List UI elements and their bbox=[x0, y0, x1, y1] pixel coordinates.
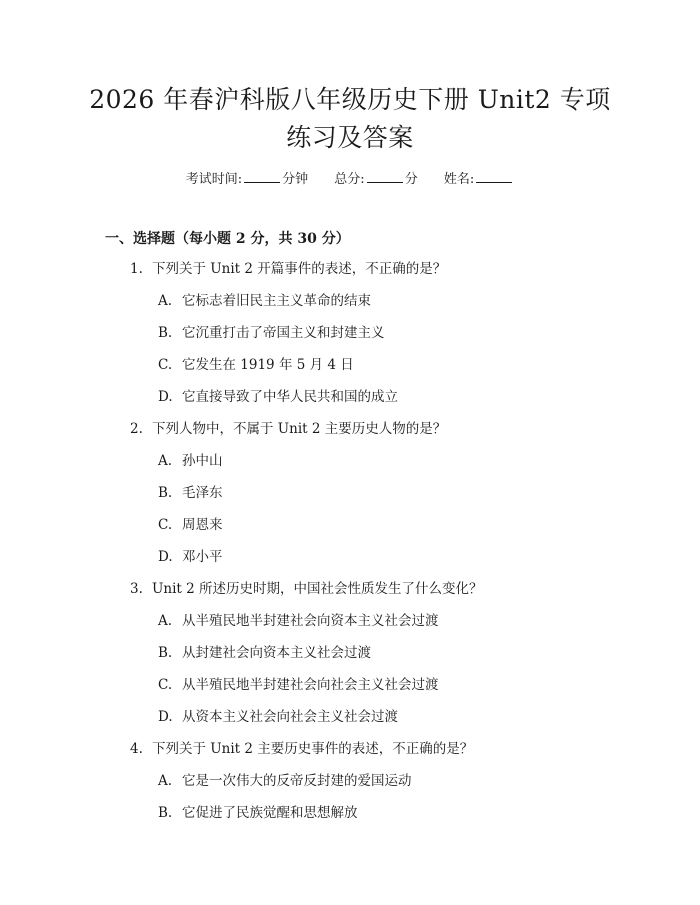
exam-time-label: 考试时间: bbox=[185, 172, 243, 187]
option-letter: D. bbox=[158, 709, 173, 725]
question-2-option-d[interactable] bbox=[158, 547, 223, 567]
option-text: 周恩来 bbox=[182, 517, 223, 533]
total-score-unit: 分 bbox=[404, 172, 418, 187]
exam-time-blank[interactable] bbox=[244, 168, 280, 183]
option-text: 邓小平 bbox=[182, 549, 223, 565]
question-number: 3. bbox=[130, 581, 143, 597]
question-3 bbox=[130, 579, 483, 599]
question-3-option-b[interactable] bbox=[158, 643, 371, 663]
option-letter: B. bbox=[158, 325, 173, 341]
exam-meta bbox=[0, 168, 700, 190]
option-letter: A. bbox=[158, 453, 173, 469]
question-2-option-a[interactable] bbox=[158, 451, 223, 471]
option-text: 它沉重打击了帝国主义和封建主义 bbox=[182, 325, 385, 341]
option-text: 它发生在 1919 年 5 月 4 日 bbox=[182, 357, 354, 373]
option-letter: B. bbox=[158, 645, 173, 661]
option-letter: A. bbox=[158, 293, 173, 309]
option-text: 它标志着旧民主主义革命的结束 bbox=[182, 293, 371, 309]
question-1-option-b[interactable] bbox=[158, 323, 385, 343]
option-letter: B. bbox=[158, 485, 173, 501]
question-1 bbox=[130, 259, 446, 279]
exam-time-unit: 分钟 bbox=[282, 172, 309, 187]
option-text: 从资本主义社会向社会主义社会过渡 bbox=[182, 709, 398, 725]
question-1-option-d[interactable] bbox=[158, 387, 398, 407]
exam-time-field bbox=[186, 168, 308, 190]
question-text: 下列关于 Unit 2 主要历史事件的表述，不正确的是？ bbox=[152, 741, 474, 757]
question-2 bbox=[130, 419, 446, 439]
option-letter: D. bbox=[158, 389, 173, 405]
question-number: 2. bbox=[130, 421, 143, 437]
question-text: 下列关于 Unit 2 开篇事件的表述，不正确的是？ bbox=[152, 261, 447, 277]
total-score-field bbox=[334, 168, 417, 190]
question-4 bbox=[130, 739, 473, 759]
option-text: 从半殖民地半封建社会向资本主义社会过渡 bbox=[182, 613, 439, 629]
student-name-blank[interactable] bbox=[476, 168, 512, 183]
option-text: 孙中山 bbox=[182, 453, 223, 469]
page-title-continued: 练习及答案 bbox=[286, 123, 414, 152]
page-title: 2026 年春沪科版八年级历史下册 Unit2 专项 bbox=[89, 85, 611, 114]
question-4-option-b[interactable] bbox=[158, 803, 358, 823]
question-number: 4. bbox=[130, 741, 143, 757]
option-text: 它促进了民族觉醒和思想解放 bbox=[182, 805, 358, 821]
total-score-blank[interactable] bbox=[367, 168, 403, 183]
option-letter: C. bbox=[158, 357, 173, 373]
total-score-label: 总分: bbox=[334, 172, 365, 187]
option-letter: B. bbox=[158, 805, 173, 821]
option-text: 从封建社会向资本主义社会过渡 bbox=[182, 645, 371, 661]
option-letter: A. bbox=[158, 613, 173, 629]
question-1-option-c[interactable] bbox=[158, 355, 354, 375]
option-text: 它是一次伟大的反帝反封建的爱国运动 bbox=[182, 773, 412, 789]
option-letter: D. bbox=[158, 549, 173, 565]
question-3-option-a[interactable] bbox=[158, 611, 439, 631]
option-text: 它直接导致了中华人民共和国的成立 bbox=[182, 389, 398, 405]
question-4-option-a[interactable] bbox=[158, 771, 412, 791]
question-1-option-a[interactable] bbox=[158, 291, 371, 311]
student-name-field bbox=[444, 168, 514, 190]
question-2-option-c[interactable] bbox=[158, 515, 223, 535]
section-title: 一、选择题（每小题 2 分，共 30 分） bbox=[105, 231, 350, 247]
question-text: Unit 2 所述历史时期，中国社会性质发生了什么变化？ bbox=[152, 581, 483, 597]
question-number: 1. bbox=[130, 261, 143, 277]
option-text: 毛泽东 bbox=[182, 485, 223, 501]
option-letter: C. bbox=[158, 517, 173, 533]
question-3-option-c[interactable] bbox=[158, 675, 439, 695]
question-2-option-b[interactable] bbox=[158, 483, 223, 503]
option-letter: A. bbox=[158, 773, 173, 789]
option-letter: C. bbox=[158, 677, 173, 693]
option-text: 从半殖民地半封建社会向社会主义社会过渡 bbox=[182, 677, 439, 693]
student-name-label: 姓名: bbox=[443, 172, 475, 187]
question-3-option-d[interactable] bbox=[158, 707, 398, 727]
question-text: 下列人物中，不属于 Unit 2 主要历史人物的是？ bbox=[152, 421, 447, 437]
